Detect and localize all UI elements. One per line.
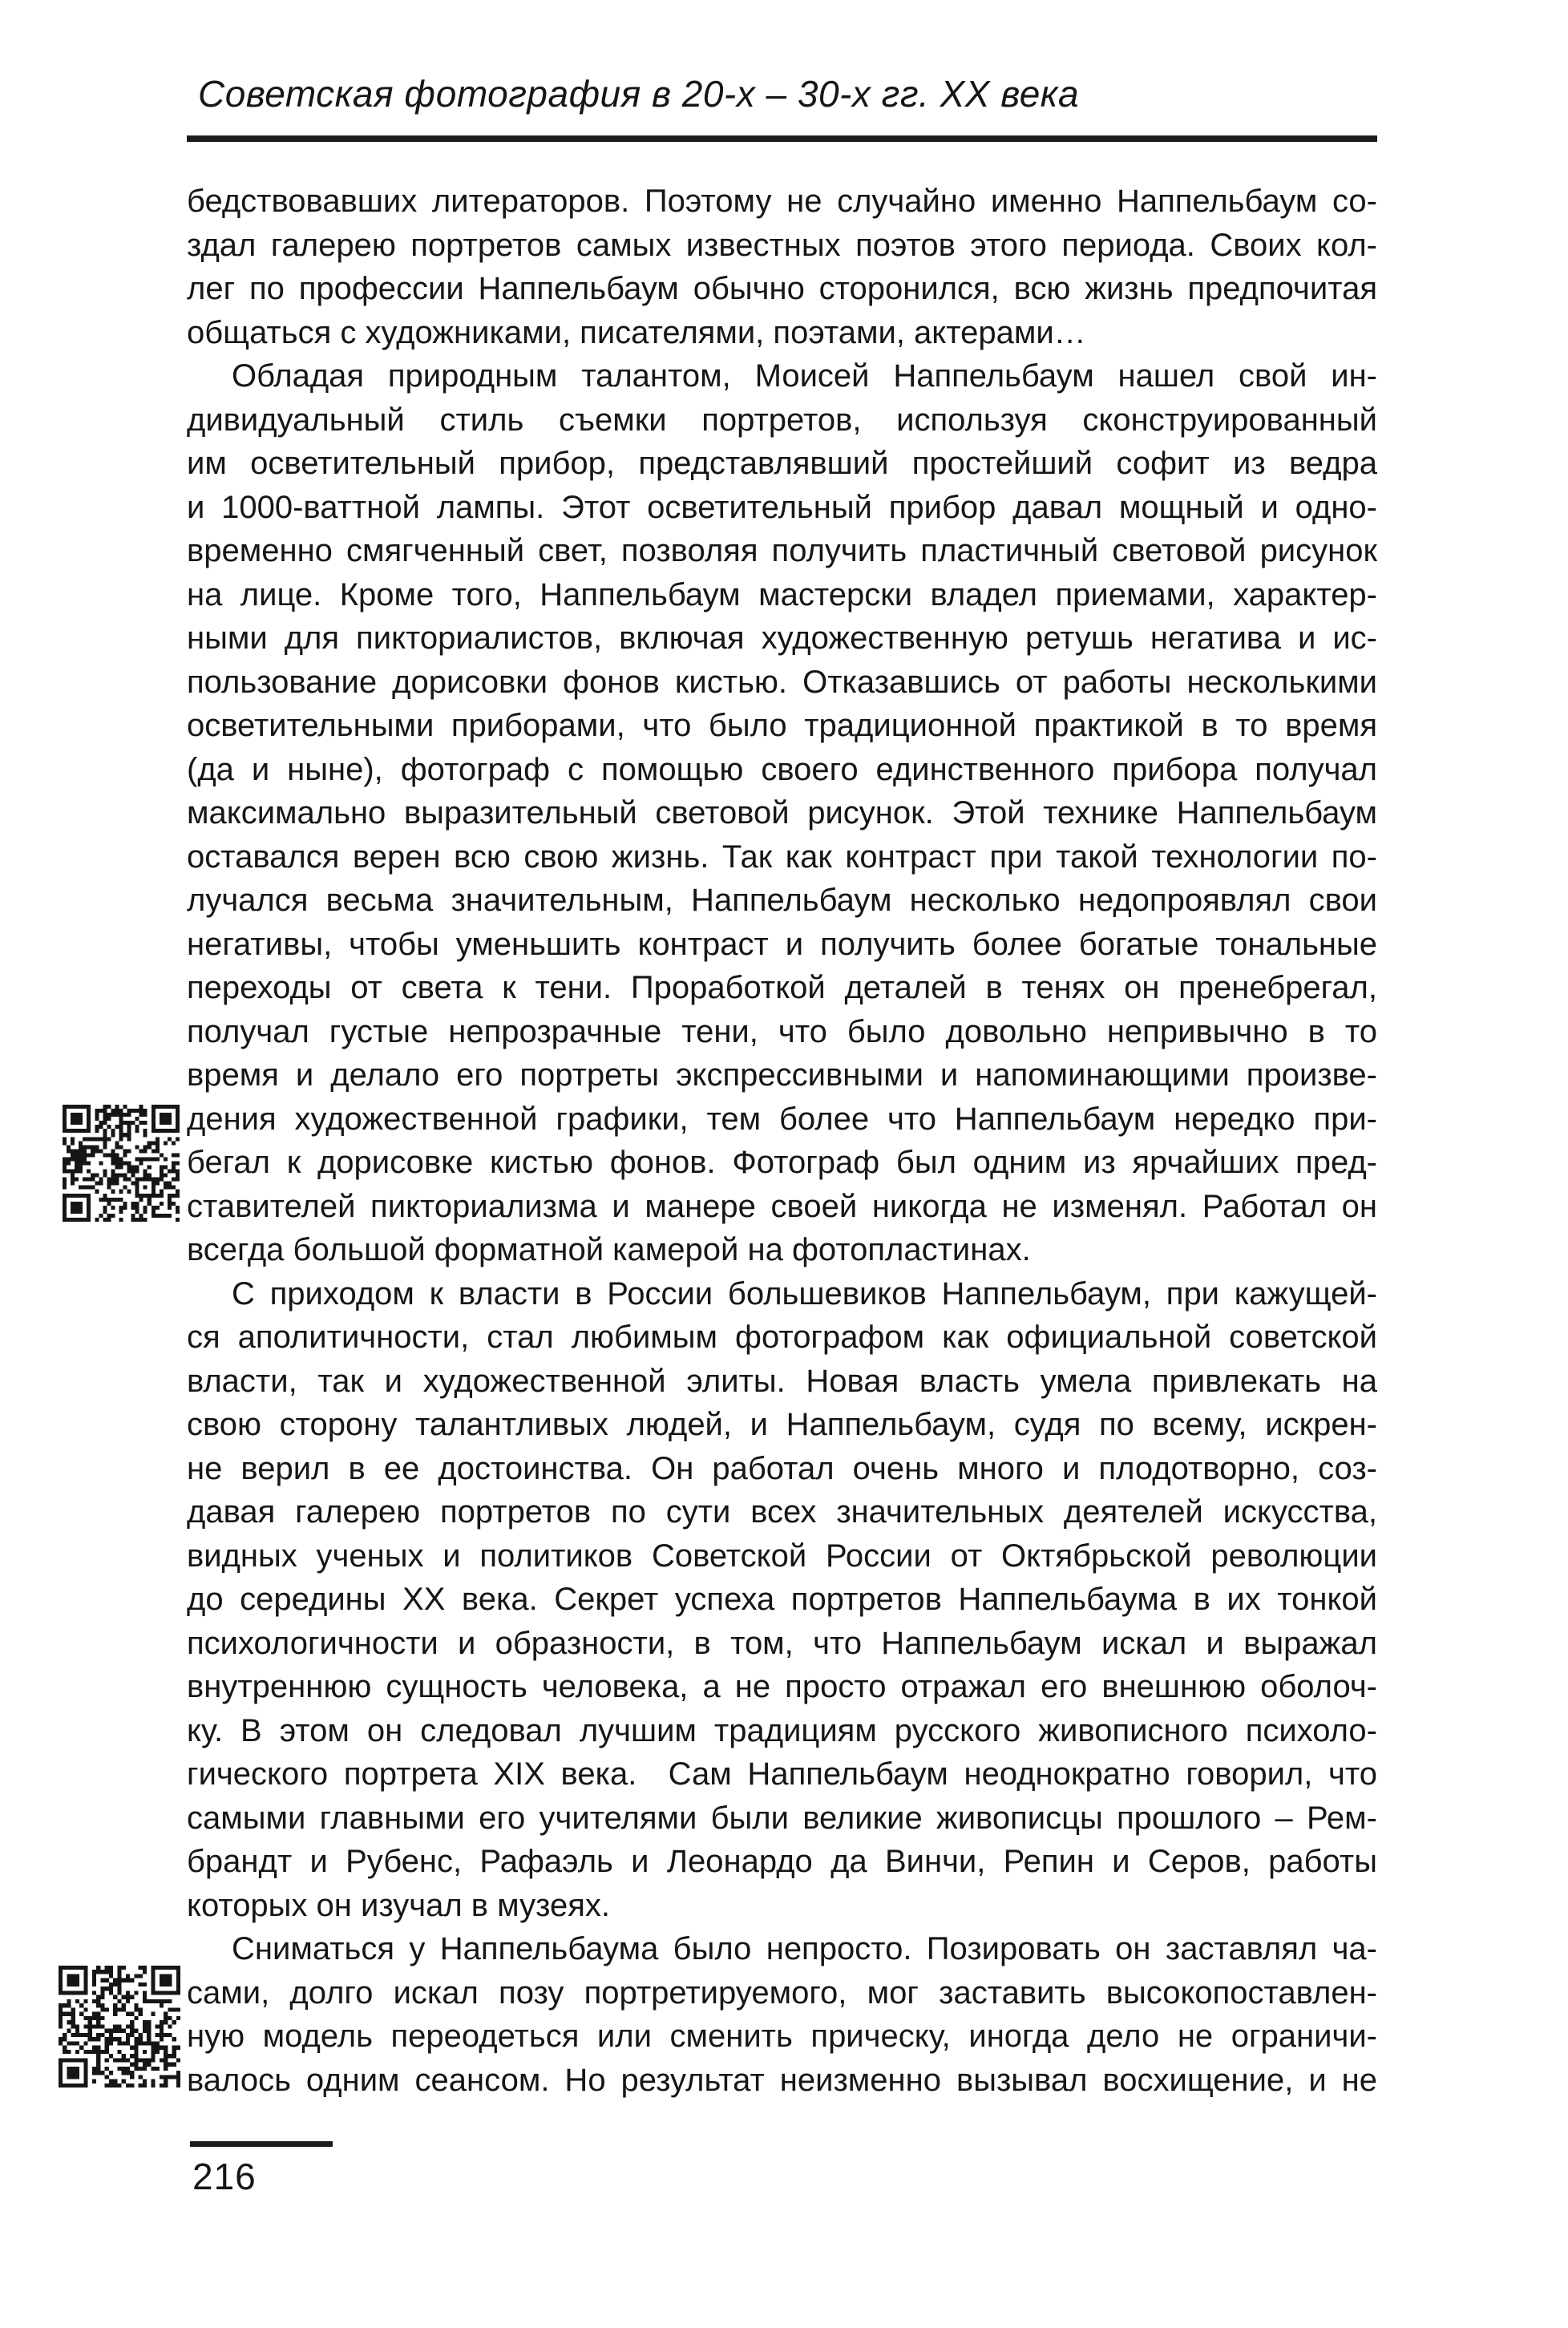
text-line: власти, так и художественной элиты. Новая власть умела привлекать на (187, 1363, 1377, 1399)
text-line: свою сторону талантливых людей, и Наппельбаум, судя по всему, искрен- (187, 1407, 1377, 1442)
text-line: психологичности и образности, в том, что Наппельбаум искал и выражал (187, 1625, 1377, 1661)
text-line: не верил в ее достоинства. Он работал очень много и плодотворно, соз- (187, 1450, 1377, 1486)
text-line: общаться с художниками, писателями, поэтами, актерами… (187, 314, 1086, 350)
text-line: валось одним сеансом. Но результат неизменно вызывал восхищение, и не (187, 2062, 1377, 2098)
text-line: бедствовавших литераторов. Поэтому не случайно именно Наппельбаум со- (187, 184, 1377, 219)
text-line: негативы, чтобы уменьшить контраст и получить более богатые тональные (187, 926, 1377, 962)
text-line: дения художественной графики, тем более что Наппельбаум нередко при- (187, 1101, 1377, 1137)
text-line: лег по профессии Наппельбаум обычно сторонился, всю жизнь предпочитая (187, 271, 1377, 306)
text-line: ся аполитичности, стал любимым фотографом как официальной советской (187, 1320, 1377, 1355)
running-header-title: Советская фотография в 20-х – 30-х гг. ХХ века (198, 73, 1080, 115)
text-line: до середины ХХ века. Секрет успеха портретов Наппельбаума в их тонкой (187, 1582, 1377, 1617)
text-line: ную модель переодеться или сменить прическу, иногда дело не ограничи- (187, 2019, 1377, 2054)
text-line: временно смягченный свет, позволяя получить пластичный световой рисунок (187, 533, 1377, 568)
text-line: получал густые непрозрачные тени, что было довольно непривычно в то (187, 1013, 1377, 1049)
text-line: давая галерею портретов по сути всех значительных деятелей искусства, (187, 1494, 1377, 1530)
text-line: оставался верен всю свою жизнь. Так как контраст при такой технологии по- (187, 839, 1377, 875)
qr-code-icon (59, 1966, 180, 2088)
text-line: переходы от света к тени. Проработкой деталей в тенях он пренебрегал, (187, 970, 1377, 1005)
text-line: бегал к дорисовке кистью фонов. Фотограф был одним из ярчайших пред- (187, 1145, 1377, 1180)
text-line: которых он изучал в музеях. (187, 1887, 610, 1923)
page-number: 216 (192, 2156, 257, 2197)
text-line: пользование дорисовки фонов кистью. Отказавшись от работы несколькими (187, 664, 1377, 700)
text-line: здал галерею портретов самых известных поэтов этого периода. Своих кол- (187, 227, 1377, 263)
text-line: всегда большой форматной камерой на фотопластинах. (187, 1232, 1031, 1267)
text-line: время и делало его портреты экспрессивными и напоминающими произве- (187, 1057, 1377, 1093)
text-line: ку. В этом он следовал лучшим традициям русского живописного психоло- (187, 1712, 1377, 1748)
text-line: Сниматься у Наппельбаума было непросто. Позировать он заставлял ча- (232, 1931, 1377, 1966)
text-line: самыми главными его учителями были великие живописцы прошлого – Рем- (187, 1800, 1377, 1836)
text-line: лучался весьма значительным, Наппельбаум несколько недопроявлял свои (187, 883, 1377, 918)
text-line: дивидуальный стиль съемки портретов, используя сконструированный (187, 402, 1377, 438)
text-line: брандт и Рубенс, Рафаэль и Леонардо да Винчи, Репин и Серов, работы (187, 1844, 1377, 1879)
text-line: гического портрета XIX века. Сам Наппельбаум неоднократно говорил, что (187, 1756, 1377, 1792)
footnote-rule (190, 2141, 333, 2147)
text-line: С приходом к власти в России большевиков Наппельбаум, при кажущей- (232, 1275, 1377, 1312)
text-line: максимально выразительный световой рисунок. Этой технике Наппельбаум (187, 795, 1377, 831)
text-line: ными для пикториалистов, включая художественную ретушь негатива и ис- (187, 620, 1377, 656)
body-text (187, 180, 1377, 2102)
header-rule (187, 135, 1377, 142)
text-line: (да и ныне), фотограф с помощью своего единственного прибора получал (187, 751, 1377, 787)
text-line: внутреннюю сущность человека, а не просто отражал его внешнюю оболоч- (187, 1669, 1377, 1704)
text-line: на лице. Кроме того, Наппельбаум мастерски владел приемами, характер- (187, 576, 1377, 612)
text-line: осветительными приборами, что было традиционной практикой в то время (187, 708, 1377, 743)
text-line: сами, долго искал позу портретируемого, мог заставить высокопоставлен- (187, 1974, 1377, 2011)
text-line: им осветительный прибор, представлявший простейший софит из ведра (187, 446, 1377, 481)
text-line: и 1000-ваттной лампы. Этот осветительный прибор давал мощный и одно- (187, 489, 1377, 525)
text-line: ставителей пикториализма и манере своей никогда не изменял. Работал он (187, 1188, 1377, 1224)
qr-code-icon (63, 1105, 180, 1222)
text-line: Обладая природным талантом, Моисей Наппельбаум нашел свой ин- (232, 358, 1377, 394)
text-line: видных ученых и политиков Советской России от Октябрьской революции (187, 1538, 1377, 1574)
